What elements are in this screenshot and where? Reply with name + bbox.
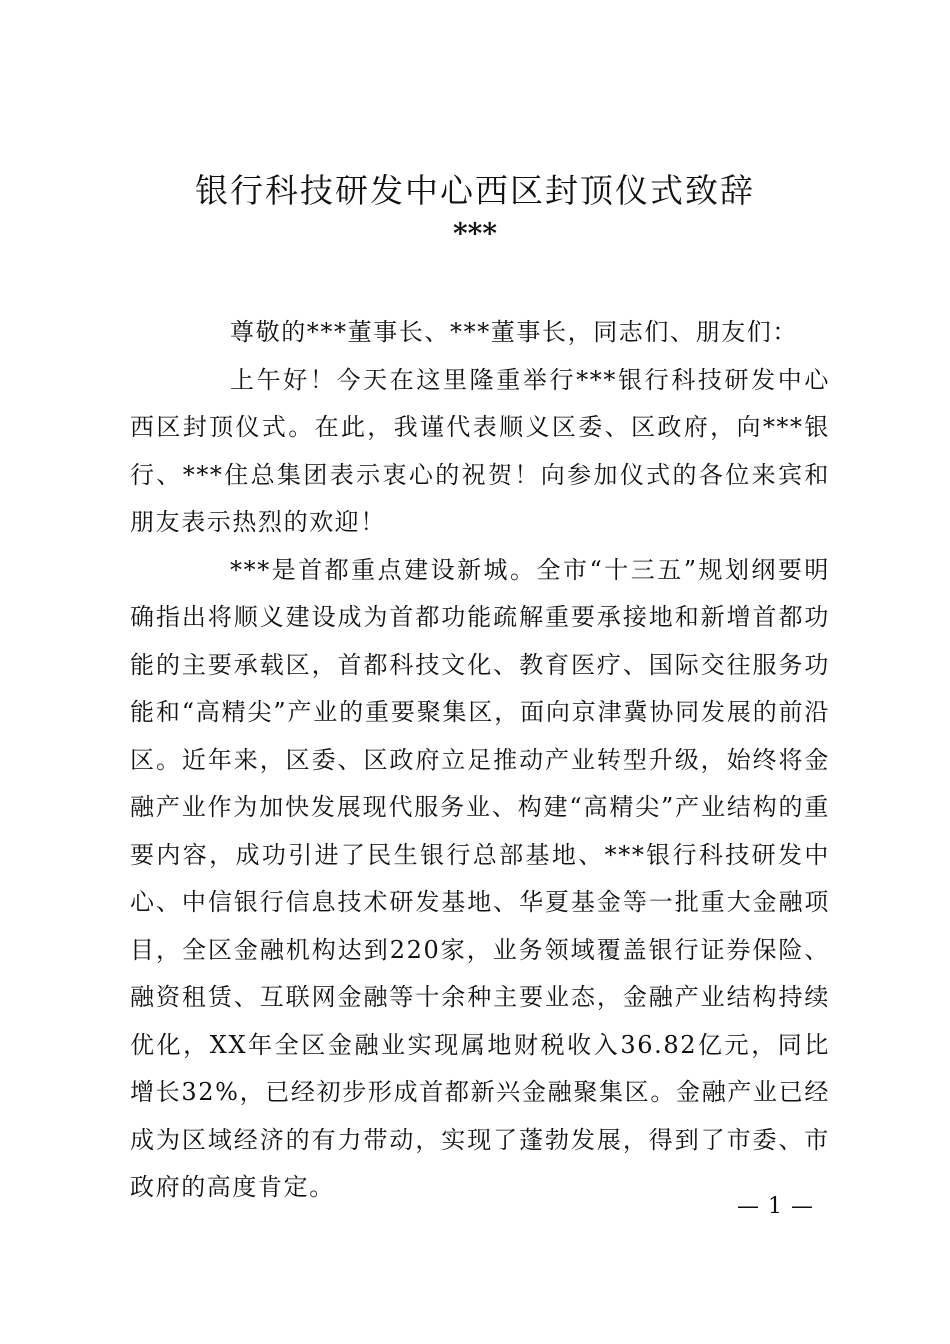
salutation-paragraph: 尊敬的***董事长、***董事长，同志们、朋友们： [230,318,798,346]
greeting-paragraph: 上午好！今天在这里隆重举行***银行科技研发中心西区封顶仪式。在此，我谨代表顺义区委、区政府，向***银行、***住总集团表示衷心的祝贺！向参加仪式的各位来宾和朋友表示热烈的欢迎！ [130,365,830,536]
content-paragraph: ***是首都重点建设新城。全市“十三五”规划纲要明确指出将顺义建设成为首都功能疏解重要承接地和新增首都功能的主要承载区，首都科技文化、教育医疗、国际交往服务功能和“高精尖”产业的重要聚集区，面向京津冀协同发展的前沿区。近年来，区委、区政府立足推动产业转型升级，始终将金融产业作为加快发展现代服务业、构建“高精尖”产业结构的重要内容，成功引进了民生银行总部基地、***银行科技研发中心、中信银行信息技术研发基地、华夏基金等一批重大金融项目，全区金融机构达到220家，业务领域覆盖银行证券保险、融资租赁、互联网金融等十余种主要业态，金融产业结构持续优化，XX年全区金融业实现属地财税收入36.82亿元，同比增长32%，已经初步形成首都新兴金融聚集区。金融产业已经成为区域经济的有力带动，实现了蓬勃发展，得到了市委、市政府的高度肯定。 [130,555,830,1201]
page-number: — 1 — [737,1194,814,1219]
document-title: 银行科技研发中心西区封顶仪式致辞 [195,171,755,210]
author-line: *** [453,217,497,250]
document-body [130,309,830,1212]
